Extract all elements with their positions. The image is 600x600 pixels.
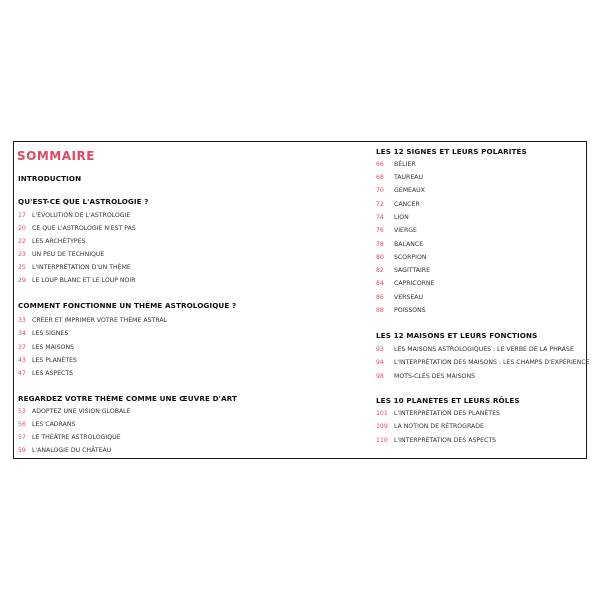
- entry-label: MOTS-CLÉS DES MAISONS: [394, 373, 476, 380]
- entry-label: CAPRICORNE: [394, 280, 435, 287]
- entry-label: UN PEU DE TECHNIQUE: [32, 251, 105, 258]
- page-number: 86: [376, 294, 384, 301]
- toc-entry: [18, 447, 111, 454]
- entry-label: L'INTERPRÉTATION DES ASPECTS: [394, 437, 497, 444]
- toc-entry: [376, 267, 430, 274]
- page-number: 98: [376, 373, 384, 380]
- page-number: 20: [18, 225, 26, 232]
- page-number: 17: [18, 212, 26, 219]
- page-number: 59: [18, 447, 26, 454]
- section-heading: COMMENT FONCTIONNE UN THÈME ASTROLOGIQUE ?: [18, 301, 237, 310]
- toc-entry: [376, 161, 416, 168]
- entry-label: CE QUE L'ASTROLOGIE N'EST PAS: [32, 225, 136, 232]
- toc-entry: [18, 357, 77, 364]
- page-number: 66: [376, 161, 384, 168]
- toc-entry: [376, 241, 423, 248]
- page-number: 72: [376, 201, 384, 208]
- toc-entry: [18, 212, 130, 219]
- entry-label: LES MAISONS: [32, 344, 75, 351]
- page-number: 101: [376, 410, 388, 417]
- table-of-contents: [13, 141, 590, 459]
- page-number: 34: [18, 330, 26, 337]
- toc-entry: [18, 251, 104, 258]
- toc-entry: [376, 227, 417, 234]
- page-number: 78: [376, 241, 384, 248]
- toc-entry: [18, 317, 167, 324]
- page-number: 53: [18, 408, 26, 415]
- page-number: 94: [376, 359, 384, 366]
- toc-entry: [376, 410, 500, 417]
- page-number: 22: [18, 238, 26, 245]
- toc-entry: [18, 330, 68, 337]
- entry-label: LES CADRANS: [32, 421, 76, 428]
- entry-label: LES ARCHÉTYPES: [32, 238, 86, 245]
- toc-entry: [18, 238, 86, 245]
- page-number: 70: [376, 187, 384, 194]
- toc-entry: [18, 434, 121, 441]
- entry-label: L'ANALOGIE DU CHÂTEAU: [32, 447, 112, 454]
- entry-label: TAUREAU: [394, 174, 424, 181]
- entry-label: POISSONS: [394, 307, 426, 314]
- entry-label: LA NOTION DE RÉTROGRADE: [394, 423, 484, 430]
- toc-entry: [18, 370, 73, 377]
- entry-label: BÉLIER: [394, 161, 416, 168]
- section-heading: REGARDEZ VOTRE THÈME COMME UNE ŒUVRE D'ART: [18, 394, 237, 403]
- toc-entry: [18, 344, 74, 351]
- entry-label: SCORPION: [394, 254, 427, 261]
- entry-label: LES ASPECTS: [32, 370, 74, 377]
- section-heading: LES 12 SIGNES ET LEURS POLARITÉS: [376, 147, 527, 156]
- page-number: 47: [18, 370, 26, 377]
- page-number: 110: [376, 437, 388, 444]
- page-number: 43: [18, 357, 26, 364]
- section-heading: LES 10 PLANÈTES ET LEURS RÔLES: [376, 396, 520, 405]
- toc-entry: [18, 277, 136, 284]
- entry-label: VIERGE: [394, 227, 417, 234]
- toc-entry: [18, 264, 131, 271]
- section-heading: QU'EST-CE QUE L'ASTROLOGIE ?: [18, 197, 149, 206]
- entry-label: L'INTERPRÉTATION D'UN THÈME: [32, 264, 131, 271]
- entry-label: LES MAISONS ASTROLOGIQUES : LE VERBE DE LA PHRASE: [394, 346, 574, 353]
- page-number: 93: [376, 346, 384, 353]
- entry-label: ADOPTEZ UNE VISION GLOBALE: [32, 408, 131, 415]
- toc-entry: [18, 408, 131, 415]
- toc-entry: [18, 225, 136, 232]
- toc-entry: [376, 280, 434, 287]
- toc-entry: [376, 174, 423, 181]
- toc-entry: [376, 187, 425, 194]
- page-number: 23: [18, 251, 26, 258]
- page-number: 25: [18, 264, 26, 271]
- toc-entry: [376, 359, 590, 366]
- entry-label: CANCER: [394, 201, 420, 208]
- entry-label: GÉMEAUX: [394, 187, 425, 194]
- toc-entry: [376, 423, 484, 430]
- page-number: 37: [18, 344, 26, 351]
- entry-label: L'INTERPRÉTATION DES MAISONS : LES CHAMPS D'EXPÉRIENCE: [394, 359, 590, 366]
- entry-label: LES SIGNES: [32, 330, 69, 337]
- page-number: 88: [376, 307, 384, 314]
- section-heading: LES 12 MAISONS ET LEURS FONCTIONS: [376, 331, 538, 340]
- page-number: 74: [376, 214, 384, 221]
- toc-entry: [376, 373, 475, 380]
- entry-label: L'ÉVOLUTION DE L'ASTROLOGIE: [32, 212, 131, 219]
- toc-entry: [376, 254, 426, 261]
- section-heading-introduction: INTRODUCTION: [18, 174, 82, 183]
- page-number: 57: [18, 434, 26, 441]
- page-number: 80: [376, 254, 384, 261]
- page-number: 33: [18, 317, 26, 324]
- entry-label: VERSEAU: [394, 294, 424, 301]
- page-number: 68: [376, 174, 384, 181]
- entry-label: LE LOUP BLANC ET LE LOUP NOIR: [32, 277, 136, 284]
- toc-entry: [18, 421, 75, 428]
- entry-label: L'INTERPRÉTATION DES PLANÈTES: [394, 410, 500, 417]
- page-number: 109: [376, 423, 388, 430]
- entry-label: LES PLANÈTES: [32, 357, 77, 364]
- entry-label: SAGITTAIRE: [394, 267, 431, 274]
- page-number: 82: [376, 267, 384, 274]
- entry-label: CRÉER ET IMPRIMER VOTRE THÈME ASTRAL: [32, 317, 168, 324]
- entry-label: LION: [394, 214, 409, 221]
- toc-entry: [376, 294, 423, 301]
- entry-label: BALANCE: [394, 241, 424, 248]
- toc-entry: [376, 201, 420, 208]
- page-number: 84: [376, 280, 384, 287]
- toc-title: SOMMAIRE: [17, 149, 95, 163]
- toc-entry: [376, 214, 409, 221]
- page-number: 56: [18, 421, 26, 428]
- page-number: 76: [376, 227, 384, 234]
- page-number: 29: [18, 277, 26, 284]
- entry-label: LE THÉÂTRE ASTROLOGIQUE: [32, 434, 121, 441]
- toc-entry: [376, 307, 426, 314]
- toc-entry: [376, 437, 496, 444]
- toc-entry: [376, 346, 574, 353]
